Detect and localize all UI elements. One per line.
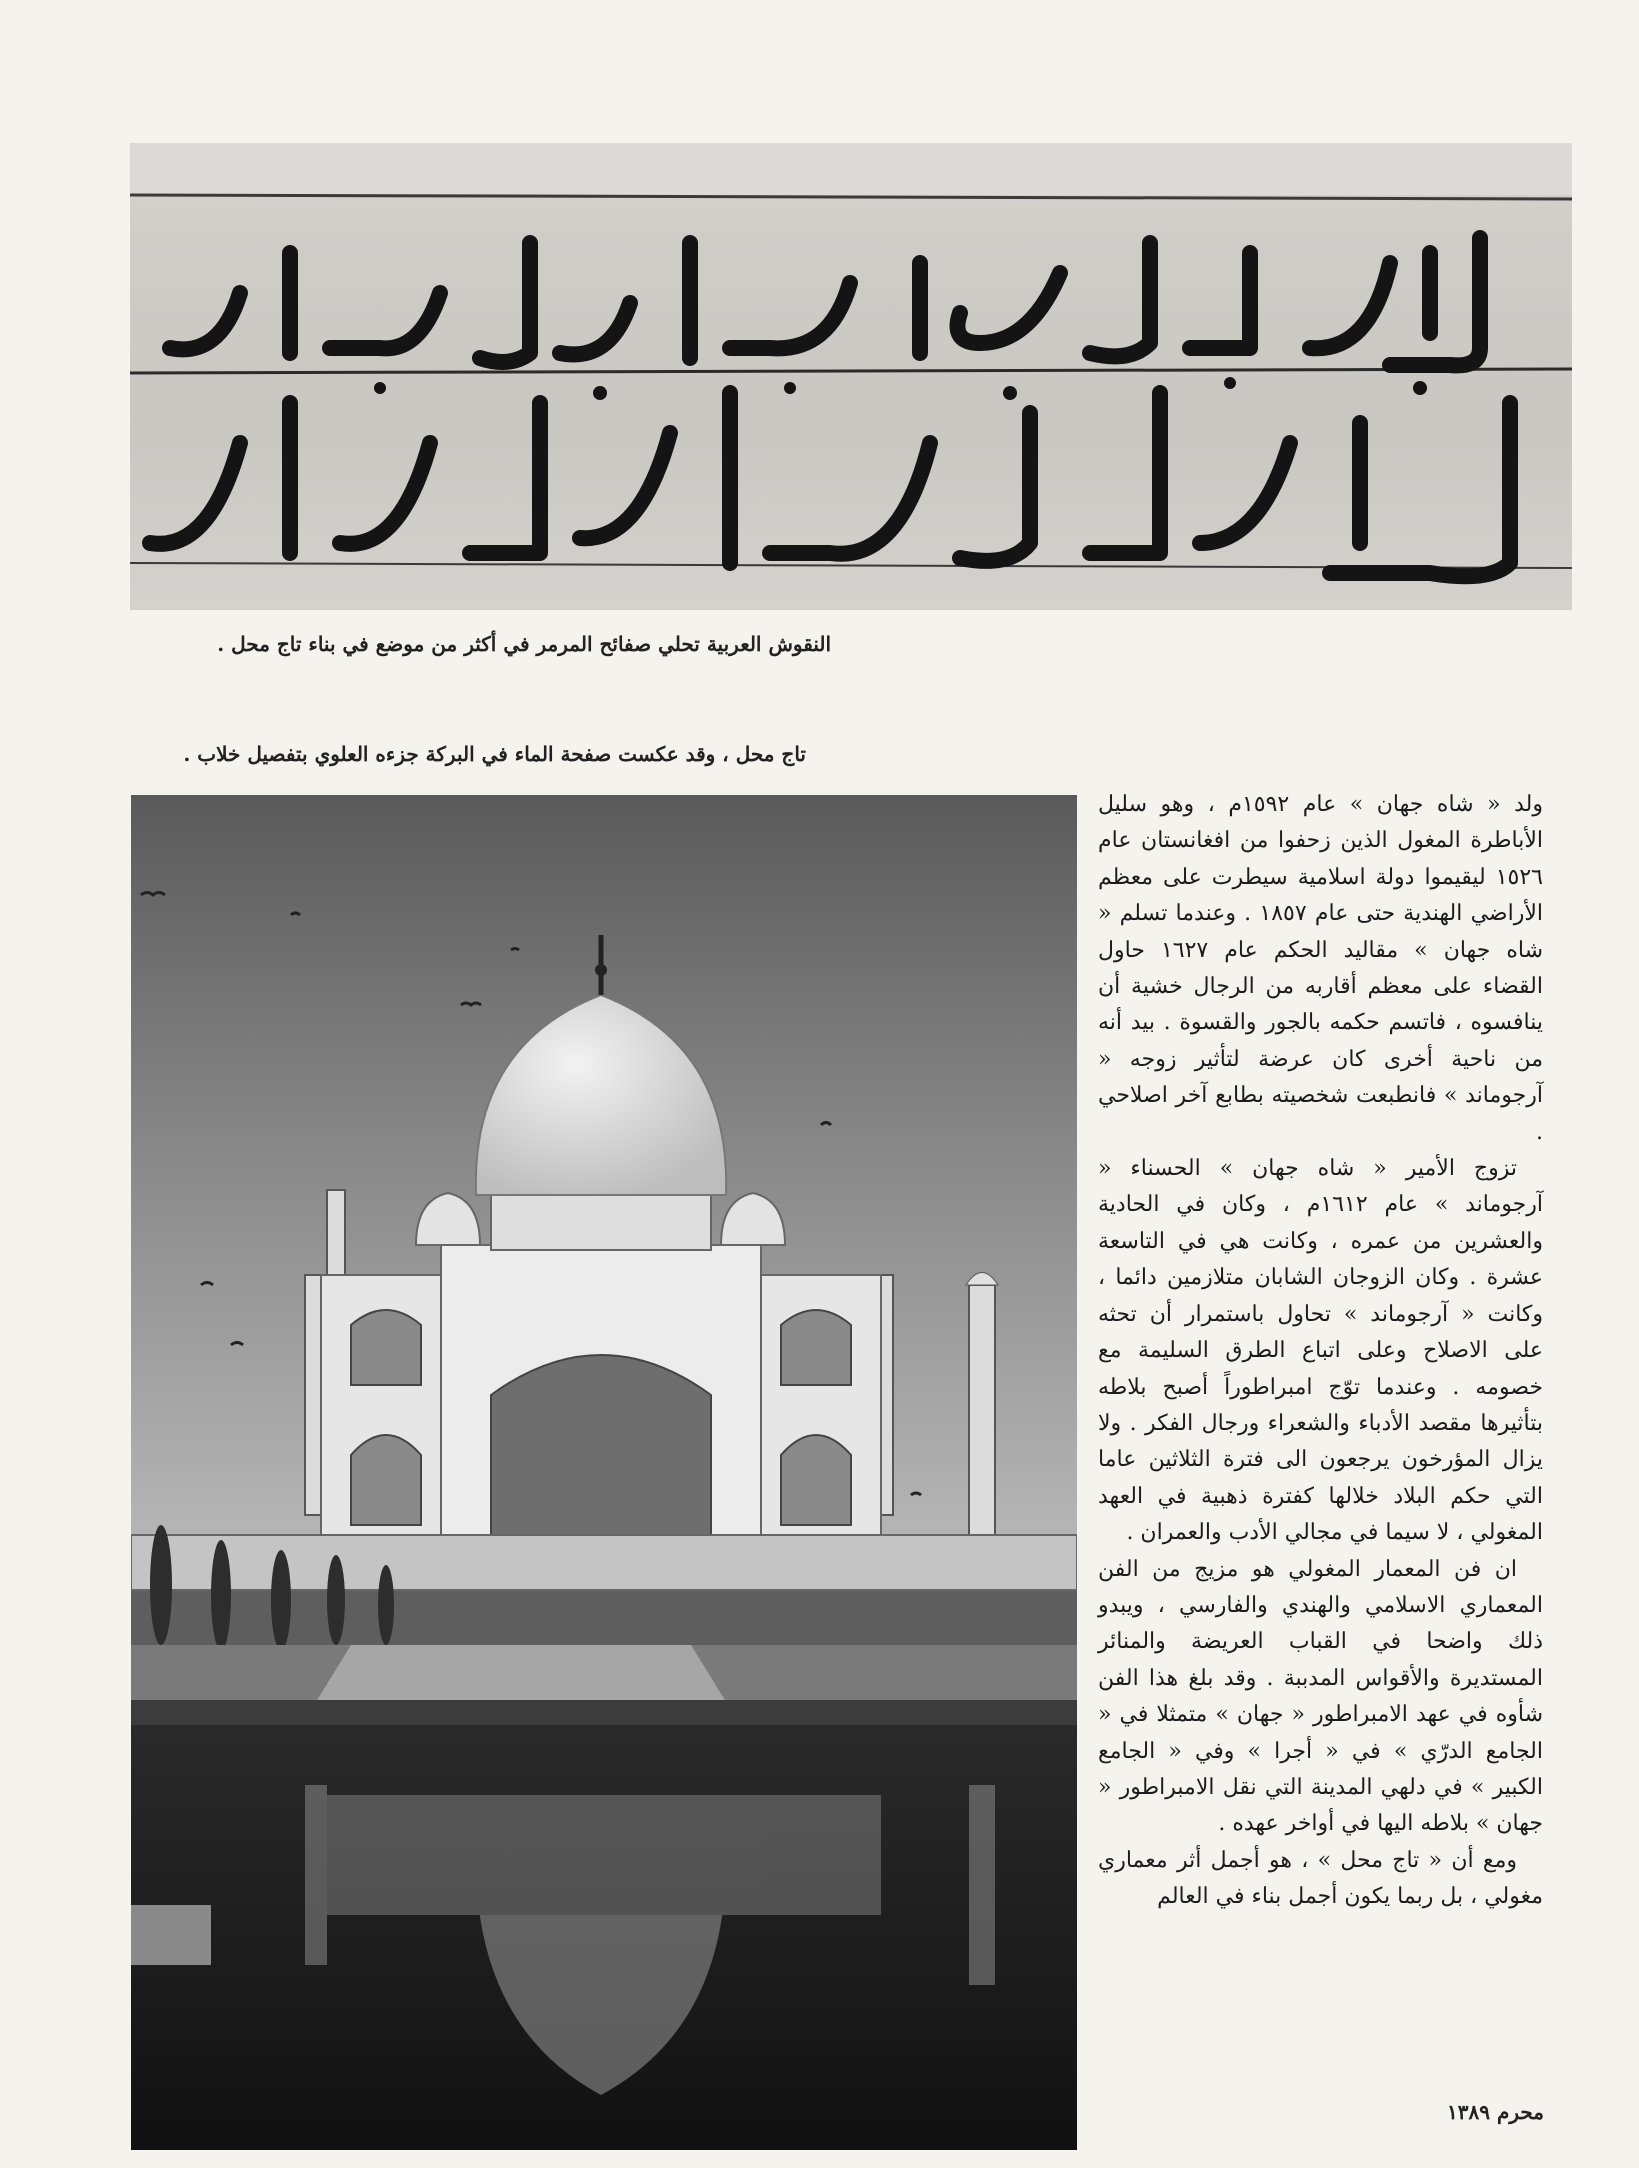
article-body [1098,787,1543,1916]
taj-mahal-drawing [131,795,1077,2150]
calligraphy-caption: النقوش العربية تحلي صفائح المرمر في أكثر من موضع في بناء تاج محل . [217,632,831,656]
article-paragraph: ان فن المعمار المغولي هو مزيج من الفن المعماري الاسلامي والهندي والفارسي ، ويبدو ذلك واضحا في القباب العريضة والمنائر المستديرة والأقواس المدببة . وقد بلغ هذا الفن شأوه في عهد الامبراطور « جهان » متمثلا في « الجامع الدرّي » في « أجرا » وفي « الجامع الكبير » في دلهي المدينة التي نقل الامبراطور « جهان » بلاطه اليها في أواخر عهده . [1098,1556,1543,1837]
taj-mahal-photo [131,795,1077,2150]
calligraphy-inscription-drawing [130,143,1572,610]
taj-mahal-caption: تاج محل ، وقد عكست صفحة الماء في البركة جزءه العلوي بتفصيل خلاب . [183,742,806,766]
article-paragraph: ومع أن « تاج محل » ، هو أجمل أثر معماري مغولي ، بل ربما يكون أجمل بناء في العالم [1098,1847,1543,1910]
article-paragraph: تزوج الأمير « شاه جهان » الحسناء « آرجوماند » عام ١٦١٢م ، وكان في الحادية والعشرين من عمره ، وكانت هي في التاسعة عشرة . وكان الزوجان الشابان متلازمين دائما ، وكانت « آرجوماند » تحاول باستمرار أن تحثه على الاصلاح وعلى اتباع الطرق السليمة مع خصومه . وعندما توّج امبراطوراً أصبح بلاطه بتأثيرها مقصد الأدباء والشعراء ورجال الفكر . ولا يزال المؤرخون يرجعون الى فترة الثلاثين عاما التي حكم البلاد خلالها كفترة ذهبية في العهد المغولي ، لا سيما في مجالي الأدب والعمران . [1098,1156,1543,1546]
article-paragraph: ولد « شاه جهان » عام ١٥٩٢م ، وهو سليل الأباطرة المغول الذين زحفوا من افغانستان عام ١٥٢٦ ليقيموا دولة اسلامية سيطرت على معظم الأراضي الهندية حتى عام ١٨٥٧ . وعندما تسلم « شاه جهان » مقاليد الحكم عام ١٦٢٧ حاول القضاء على معظم أقاربه من الرجال خشية أن ينافسوه ، فاتسم حكمه بالجور والقسوة . بيد أنه من ناحية أخرى كان عرضة لتأثير زوجه « آرجوماند » فانطبعت شخصيته بطابع آخر اصلاحي . [1098,792,1544,1145]
page-footer-date: محرم ١٣٨٩ [1447,2100,1544,2124]
calligraphy-photo [130,143,1572,610]
